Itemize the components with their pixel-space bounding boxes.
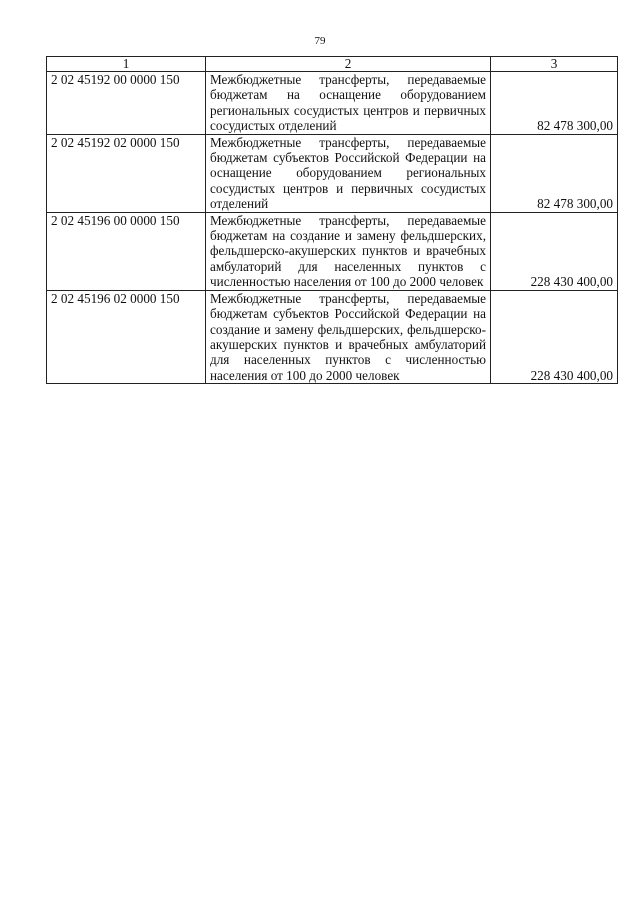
transfer-name-cell: Межбюджетные трансферты, передаваемые бюджетам субъектов Российской Федерации на создание и замену фельдшерских, фельдшерско-акушерских пунктов и врачебных амбулаторий для населенных пунктов с численностью населения от 100 до 2000 человек bbox=[206, 290, 491, 383]
transfer-name-cell: Межбюджетные трансферты, передаваемые бюджетам субъектов Российской Федерации на оснащение оборудованием региональных сосудистых центров и первичных сосудистых отделений bbox=[206, 134, 491, 212]
amount-cell: 82 478 300,00 bbox=[491, 134, 618, 212]
amount-cell: 228 430 400,00 bbox=[491, 290, 618, 383]
page-number: 79 bbox=[314, 35, 326, 47]
transfer-name-cell: Межбюджетные трансферты, передаваемые бюджетам на создание и замену фельдшерских, фельдшерско-акушерских пунктов и врачебных амбулаторий для населенных пунктов с численностью населения от 100 до 2000 человек bbox=[206, 212, 491, 290]
column-header-1: 1 bbox=[47, 57, 206, 72]
amount-cell: 82 478 300,00 bbox=[491, 72, 618, 135]
budget-code-cell: 2 02 45192 00 0000 150 bbox=[47, 72, 206, 135]
table-header-row bbox=[47, 57, 618, 72]
budget-code-cell: 2 02 45196 00 0000 150 bbox=[47, 212, 206, 290]
budget-code-cell: 2 02 45192 02 0000 150 bbox=[47, 134, 206, 212]
column-header-2: 2 bbox=[206, 57, 491, 72]
budget-code-cell: 2 02 45196 02 0000 150 bbox=[47, 290, 206, 383]
column-header-3: 3 bbox=[491, 57, 618, 72]
table-row bbox=[47, 290, 618, 383]
table-row bbox=[47, 72, 618, 135]
budget-table bbox=[46, 56, 618, 384]
table-row bbox=[47, 134, 618, 212]
table-row bbox=[47, 212, 618, 290]
transfer-name-cell: Межбюджетные трансферты, передаваемые бюджетам на оснащение оборудованием региональных сосудистых центров и первичных сосудистых отделений bbox=[206, 72, 491, 135]
amount-cell: 228 430 400,00 bbox=[491, 212, 618, 290]
